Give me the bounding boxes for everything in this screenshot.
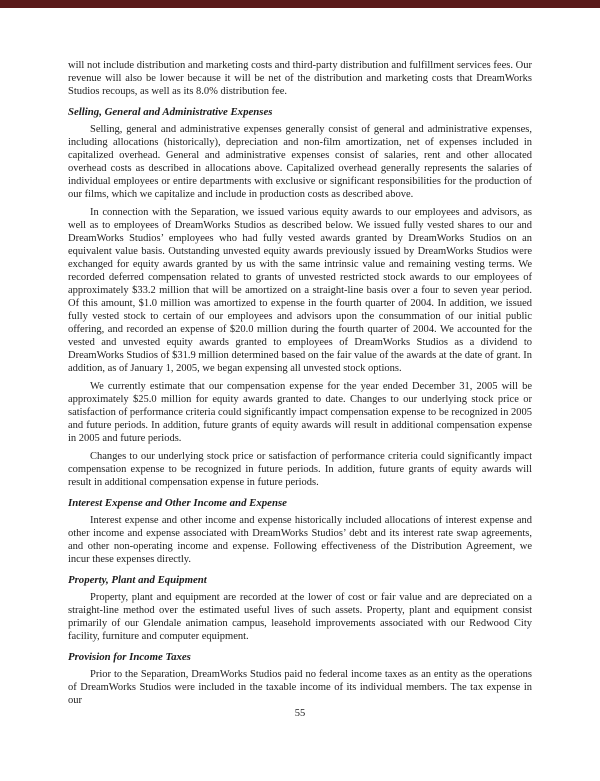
continuation-paragraph: will not include distribution and marketing costs and third-party distribution and fulfillment services fees. Our revenue will also be lower because it will be net of the distribution and marketing costs that DreamWorks Studios recoups, as well as its 8.0% distribution fee. [68, 60, 532, 97]
page-content [68, 59, 532, 712]
section-heading-property-plant-equipment: Property, Plant and Equipment [68, 574, 207, 586]
paragraph: Prior to the Separation, DreamWorks Studios paid no federal income taxes as an entity as the operations of DreamWorks Studios were included in the taxable income of its individual members. The tax expense in our [68, 669, 532, 706]
paragraph: Changes to our underlying stock price or satisfaction of performance criteria could significantly impact compensation expense to be recognized in future periods. In addition, future grants of equity awards will result in additional compensation expense in future periods. [68, 451, 532, 488]
section-heading-provision-income-taxes: Provision for Income Taxes [68, 651, 191, 663]
page-top-bar [0, 0, 600, 8]
page-number: 55 [294, 708, 306, 719]
paragraph: Selling, general and administrative expenses generally consist of general and administrative expenses, including allocations (historically), depreciation and non-film amortization, net of expenses included in capitalized overhead. General and administrative expenses consist of salaries, rent and other allocated overhead costs as described in allocations above. Capitalized overhead generally represents the salaries of individual employees or entire departments with exclusive or significant responsibilities for the production of our films, which we capitalize and include in production costs as described above. [68, 124, 532, 200]
paragraph: We currently estimate that our compensation expense for the year ended December 31, 2005 will be approximately $25.0 million for equity awards granted to date. Changes to our underlying stock price or satisfaction of performance criteria could significantly impact compensation expense to be recognized in 2005 and future periods. In addition, future grants of equity awards will result in additional compensation expense in 2005 and future periods. [68, 381, 532, 444]
section-heading-selling-general-admin: Selling, General and Administrative Expenses [68, 106, 273, 118]
paragraph: Property, plant and equipment are recorded at the lower of cost or fair value and are depreciated on a straight-line method over the estimated useful lives of such assets. Property, plant and equipment consist primarily of our Glendale animation campus, leasehold improvements associated with our Redwood City facility, furniture and computer equipment. [68, 592, 532, 642]
paragraph: In connection with the Separation, we issued various equity awards to our employees and advisors, as well as to employees of DreamWorks Studios as described below. We issued fully vested shares to our and DreamWorks Studios’ employees who had fully vested awards granted by DreamWorks Studios on an equivalent value basis. Outstanding unvested equity awards previously issued by DreamWorks Studios were exchanged for equity awards granted by us with the same intrinsic value and remaining vesting terms. We recorded deferred compensation related to grants of unvested restricted stock awards to our employees of approximately $33.2 million that will be amortized on a straight-line basis over a four to seven year period. Of this amount, $1.0 million was amortized to expense in the fourth quarter of 2004. In addition, we issued fully vested stock to certain of our employees and advisors upon the consummation of our initial public offering, and recorded an expense of $20.0 million during the fourth quarter of 2004. We accounted for the vested and unvested equity awards granted to employees of DreamWorks Studios as a dividend to DreamWorks Studios of $31.9 million determined based on the fair value of the awards at the date of grant. In addition, as of January 1, 2005, we began expensing all unvested stock options. [68, 207, 532, 374]
section-heading-interest-expense: Interest Expense and Other Income and Expense [68, 497, 287, 509]
paragraph: Interest expense and other income and expense historically included allocations of interest expense and other income and expense associated with DreamWorks Studios’ debt and its interest rate swap agreements, and other non-operating income and expense. Following effectiveness of the Distribution Agreement, we incur these expenses directly. [68, 515, 532, 565]
